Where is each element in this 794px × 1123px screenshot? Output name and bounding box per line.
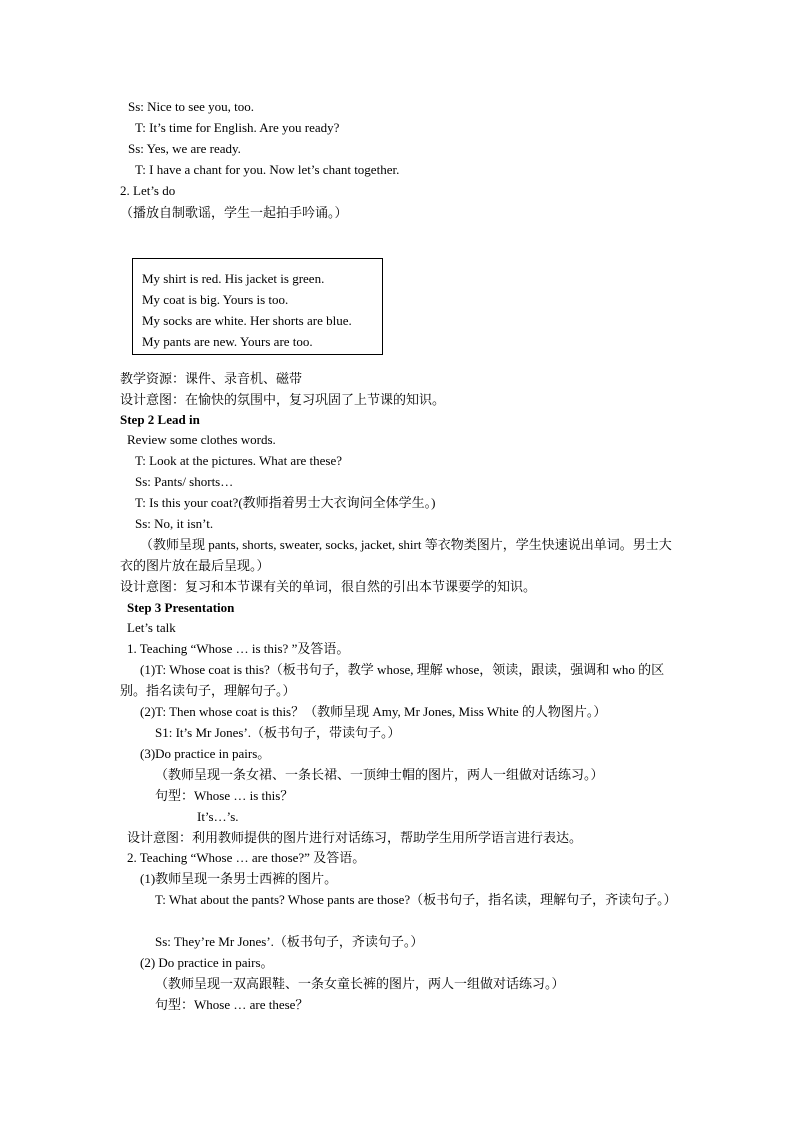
sentence-pattern: 句型：Whose … is this？ <box>155 788 294 803</box>
dialog-line: S1: It’s Mr Jones’.（板书句子，带读句子。） <box>155 725 401 740</box>
dialog-line: T: Look at the pictures. What are these? <box>135 453 343 468</box>
dialog-line: T: I have a chant for you. Now let’s chant together. <box>135 162 400 177</box>
chant-line: My coat is big. Yours is too. <box>142 292 289 307</box>
paragraph: （教师呈现 pants, shorts, sweater, socks, jacket, shirt 等衣物类图片，学生快速说出单词。男士大衣的图片放在最后呈现。） <box>120 537 672 573</box>
step-title: Step 2 Lead in <box>120 412 200 427</box>
sentence-pattern: 句型：Whose … are these？ <box>155 997 309 1012</box>
instruction-note: （播放自制歌谣，学生一起拍手吟诵。） <box>120 205 348 220</box>
teaching-heading: 2. Teaching “Whose … are those?” 及答语。 <box>127 850 366 865</box>
subsection-title: Let’s talk <box>127 620 176 635</box>
step-title: Step 3 Presentation <box>127 600 235 615</box>
design-intent: 设计意图：利用教师提供的图片进行对话练习，帮助学生用所学语言进行表达。 <box>127 830 583 845</box>
chant-box <box>132 258 383 355</box>
design-intent: 设计意图：在愉快的氛围中，复习巩固了上节课的知识。 <box>120 392 446 407</box>
chant-line: My shirt is red. His jacket is green. <box>142 271 325 286</box>
dialog-line: Ss: No, it isn’t. <box>135 516 214 531</box>
dialog-line: Ss: Pants/ shorts… <box>135 474 234 489</box>
sentence-pattern: It’s…’s. <box>197 809 239 824</box>
dialog-line: T: Is this your coat?(教师指着男士大衣询问全体学生。) <box>135 495 436 510</box>
step-line: Review some clothes words. <box>127 432 276 447</box>
section-heading: 2. Let’s do <box>120 183 176 198</box>
dialog-line: Ss: Yes, we are ready. <box>128 141 241 156</box>
dialog-line: T: It’s time for English. Are you ready? <box>135 120 340 135</box>
design-intent: 设计意图：复习和本节课有关的单词，很自然的引出本节课要学的知识。 <box>120 579 537 594</box>
paragraph: T: What about the pants? Whose pants are those?（板书句子，指名读，理解句子，齐读句子。） <box>155 892 677 907</box>
chant-line: My socks are white. Her shorts are blue. <box>142 313 352 328</box>
dialog-line: Ss: Nice to see you, too. <box>128 99 255 114</box>
teaching-heading: 1. Teaching “Whose … is this? ”及答语。 <box>127 641 350 656</box>
resources-line: 教学资源：课件、录音机、磁带 <box>120 371 303 386</box>
teaching-step: (1)教师呈现一条男士西裤的图片。 <box>140 871 338 886</box>
dialog-line: Ss: They’re Mr Jones’.（板书句子，齐读句子。） <box>155 934 424 949</box>
teaching-step: (3)Do practice in pairs。 <box>140 746 271 761</box>
teaching-step: (2)T: Then whose coat is this？（教师呈现 Amy, Mr Jones, Miss White 的人物图片。） <box>140 704 607 719</box>
paragraph: (1)T: Whose coat is this?（板书句子，教学 whose, 理解 whose，领读，跟读，强调和 who 的区别。指名读句子，理解句子。） <box>120 662 665 698</box>
teaching-step: (2) Do practice in pairs。 <box>140 955 274 970</box>
chant-line: My pants are new. Yours are too. <box>142 334 313 349</box>
instruction-note: （教师呈现一条女裙、一条长裙、一顶绅士帽的图片，两人一组做对话练习。） <box>155 767 604 782</box>
instruction-note: （教师呈现一双高跟鞋、一条女童长裤的图片，两人一组做对话练习。） <box>155 976 565 991</box>
